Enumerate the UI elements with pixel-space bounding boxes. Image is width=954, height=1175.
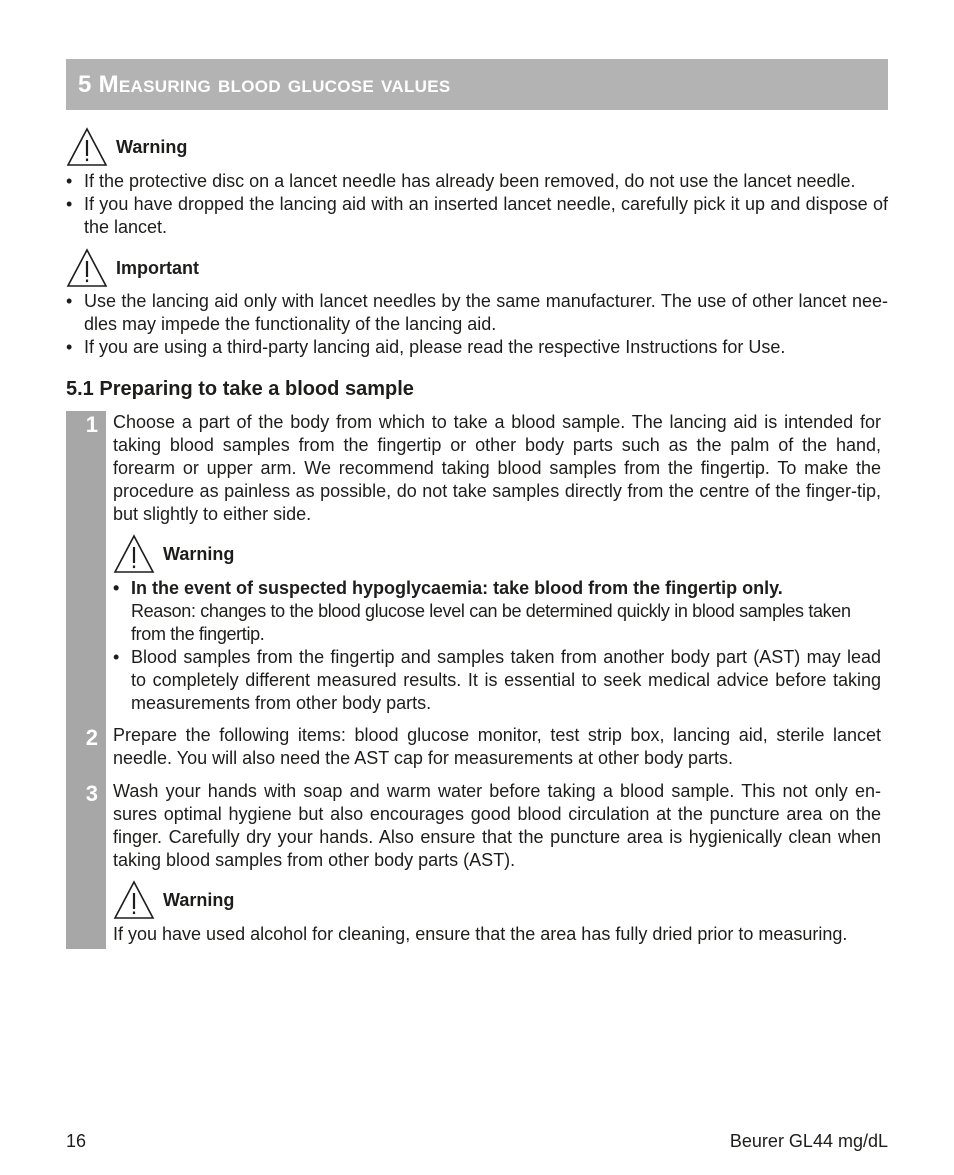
warning-bold-statement: In the event of suspected hypoglycaemia: take blood from the fingertip only. — [131, 578, 783, 598]
list-item: • If the protective disc on a lancet needle has already been removed, do not use the lancet needle. — [66, 171, 856, 191]
step-sidebar — [66, 411, 106, 949]
important-label: Important — [116, 258, 199, 278]
warning-label: Warning — [163, 890, 235, 910]
footer-product-name: Beurer GL44 mg/dL — [729, 1131, 888, 1151]
step-3-text: Wash your hands with soap and warm water before taking a blood sample. This not only en-sures optimal hygiene but also encourages good blood circulation at the puncture area on the finger. Carefully dry your hands. Also ensure that the puncture area is hygienically clean when taking blood samples from other body parts (AST). — [113, 781, 881, 870]
warning-label: Warning — [116, 137, 188, 157]
important-bullet-list — [66, 290, 888, 359]
step1-warning-bullets — [113, 577, 881, 715]
warning-label: Warning — [163, 544, 235, 564]
step-1-text: Choose a part of the body from which to take a blood sample. The lancing aid is intended for taking blood samples from the fingertip or other body parts such as the palm of the hand, forearm or upper arm. We recommend taking blood samples from the fingertip. To make the procedure as painless as possible, do not take samples directly from the centre of the finger-tip, but slightly to either side. — [113, 412, 881, 524]
warning-triangle-icon — [113, 534, 155, 574]
warning-triangle-icon — [113, 880, 155, 920]
warning-triangle-icon — [66, 127, 108, 167]
step-number-3: 3 — [85, 781, 98, 806]
step-number-1: 1 — [85, 412, 98, 437]
list-item: • Blood samples from the fingertip and samples taken from another body part (AST) may lead to completely different measured results. It is essential to seek medical advice before taking measurements from other body parts. — [113, 647, 881, 713]
list-item: • In the event of suspected hypoglycaemia: take blood from the fingertip only. Reason: changes to the blood glucose level can be determined quickly in blood samples taken from the fingertip. — [113, 577, 881, 646]
warning-triangle-icon — [66, 248, 108, 288]
warning-reason: Reason: changes to the blood glucose level can be determined quickly in blood samples taken from the fingertip. — [131, 601, 851, 644]
warning-notice-header — [66, 127, 187, 167]
section-header-bar — [66, 59, 888, 110]
list-item: • Use the lancing aid only with lancet needles by the same manufacturer. The use of other lancet nee-dles may impede the functionality of the lancing aid. — [66, 291, 888, 334]
step3-warning-text: If you have used alcohol for cleaning, ensure that the area has fully dried prior to measuring. — [113, 924, 848, 944]
list-item: • If you have dropped the lancing aid with an inserted lancet needle, carefully pick it up and dispose of the lancet. — [66, 194, 888, 237]
warning-bullet-list — [66, 170, 888, 239]
subsection-title: 5.1 Preparing to take a blood sample — [66, 378, 414, 400]
step-number-2: 2 — [85, 725, 98, 750]
important-notice-header — [66, 248, 199, 288]
section-title: 5 Measuring blood glucose values — [78, 71, 451, 98]
step-2-text: Prepare the following items: blood glucose monitor, test strip box, lancing aid, sterile lancet needle. You will also need the AST cap for measurements at other body parts. — [113, 725, 881, 768]
list-item: • If you are using a third-party lancing aid, please read the respective Instructions for Use. — [66, 337, 786, 357]
step1-warning-header — [113, 534, 234, 574]
step3-warning-header — [113, 880, 234, 920]
page-number: 16 — [66, 1131, 87, 1151]
